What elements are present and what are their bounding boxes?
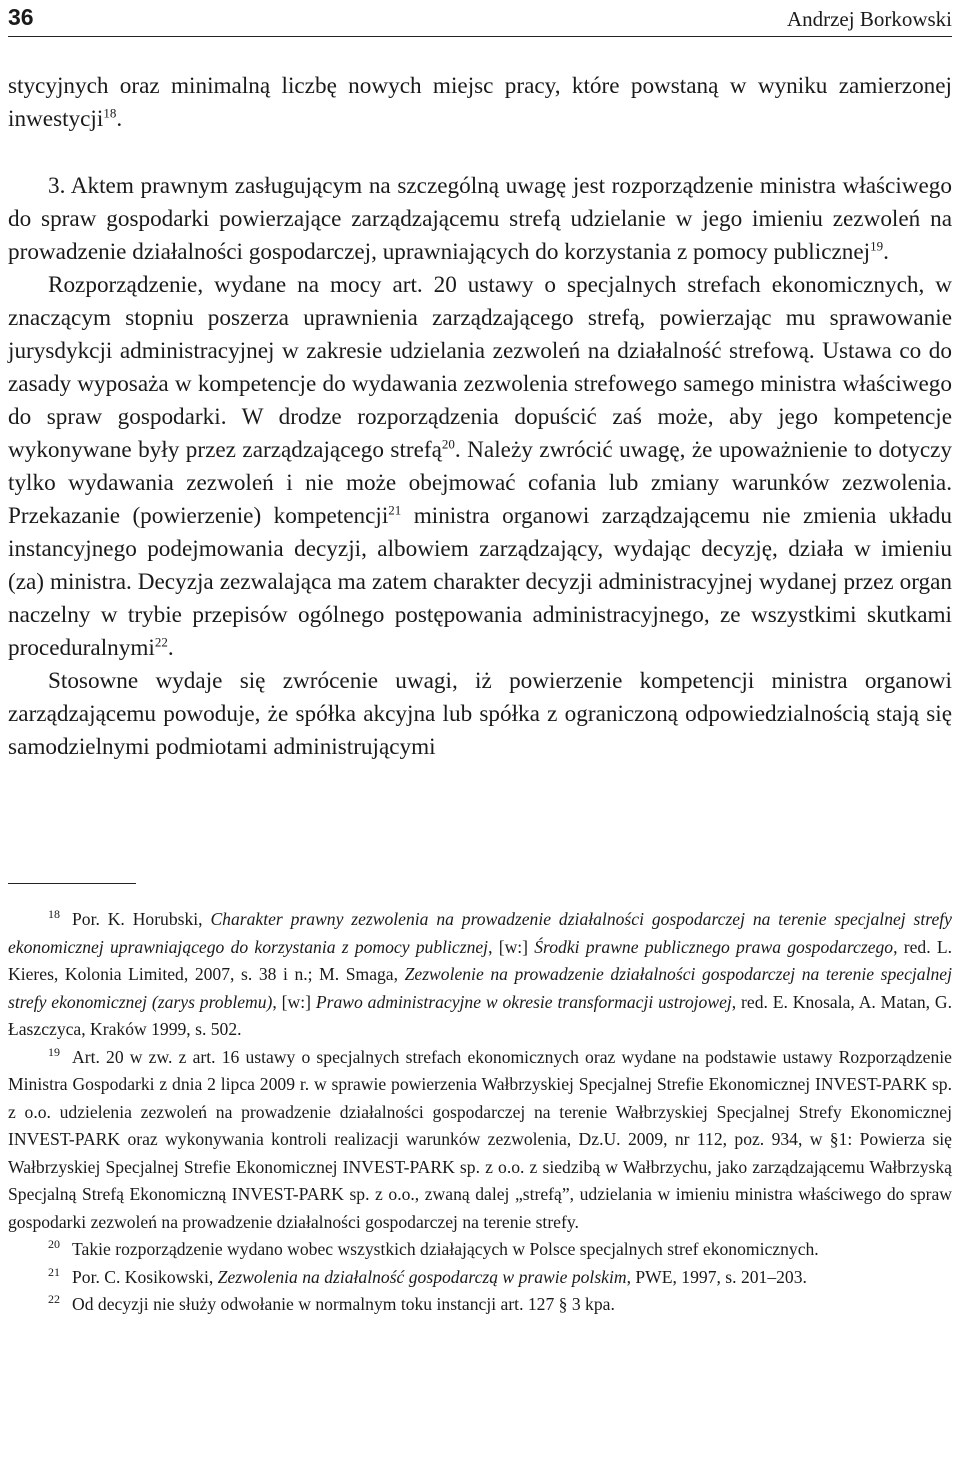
footnote-separator (8, 883, 136, 884)
paragraph-4: Stosowne wydaje się zwrócenie uwagi, iż powierzenie kompetencji ministra organowi zarządzającemu powoduje, że spółka akcyjna lub spółka z ograniczoną odpowiedzialnością stają się samodzielnymi podmiotami administrującymi (8, 668, 952, 760)
main-text (8, 70, 952, 764)
footnote-ref-19[interactable]: 19 (870, 238, 884, 254)
paragraph-1: stycyjnych oraz minimalną liczbę nowych miejsc pracy, które powstaną w wyniku zamierzonej inwestycji$^{18}$. (8, 73, 952, 132)
footnote-ref-18[interactable]: 18 (103, 105, 117, 121)
running-header (8, 2, 952, 37)
page-number: 36 (8, 4, 34, 30)
running-author: Andrzej Borkowski (786, 7, 952, 31)
footnote-number: 20 (48, 1237, 60, 1252)
footnote-18: $^{18}$ Por. K. Horubski, Charakter prawny zezwolenia na prowadzenie działalności gospodarczej na terenie specjalnej strefy ekonomicznej uprawniającego do korzystania z pomocy publicznej, [w:] Środki prawne publicznego prawa gospodarczego, red. L. Kieres, Kolonia Limited, 2007, s. 38 i n.; M. Smaga, Zezwolenie na prowadzenie działalności gospodarczej na terenie specjalnej strefy ekonomicznej (zarys problemu), [w:] Prawo administracyjne w okresie transformacji ustrojowej, red. E. Knosala, A. Matan, G. Łaszczyca, Kraków 1999, s. 502. (8, 907, 952, 1039)
footnote-ref-21[interactable]: 21 (388, 502, 402, 518)
footnote-ref-20[interactable]: 20 (441, 436, 455, 452)
footnote-ref-22[interactable]: 22 (154, 634, 168, 650)
footnotes (8, 906, 952, 1319)
footnote-number: 18 (48, 907, 60, 922)
footnote-19: $^{19}$ Art. 20 w zw. z art. 16 ustawy o specjalnych strefach ekonomicznych oraz wydane na podstawie ustawy Rozporządzenie Ministra Gospodarki z dnia 2 lipca 2009 r. w sprawie powierzenia Wałbrzyskiej Specjalnej Strefie Ekonomicznej INVEST-PARK sp. z o.o. udzielenia zezwoleń na prowadzenie działalności gospodarczej na terenie Wałbrzyskiej Specjalnej Strefy Ekonomicznej INVEST-PARK oraz wykonywania kontroli realizacji warunków zezwolenia, Dz.U. 2009, nr 112, poz. 934, w §1: Powierza się Wałbrzyskiej Specjalnej Strefie Ekonomicznej INVEST-PARK sp. z o.o. z siedzibą w Wałbrzychu, jako zarządzającemu Wałbrzyską Specjalną Strefą Ekonomiczną INVEST-PARK sp. z o.o., zwaną dalej „strefą”, udzielania w imieniu ministra właściwego do spraw gospodarki zezwoleń na prowadzenie działalności gospodarczej na terenie strefy. (8, 1044, 952, 1232)
footnote-21: $^{21}$ Por. C. Kosikowski, Zezwolenia na działalność gospodarczą w prawie polskim, PWE, 1997, s. 201–203. (48, 1264, 807, 1287)
footnote-number: 19 (48, 1044, 60, 1059)
footnote-20: $^{20}$ Takie rozporządzenie wydano wobec wszystkich działających w Polsce specjalnych stref ekonomicznych. (48, 1237, 819, 1259)
paragraph-2: 3. Aktem prawnym zasługującym na szczególną uwagę jest rozporządzenie ministra właściwego do spraw gospodarki powierzające zarządzającemu strefą udzielanie w jego imieniu zezwoleń na prowadzenie działalności gospodarczej, uprawniających do korzystania z pomocy publicznej$^{19}$. (8, 173, 952, 265)
paragraph-3: Rozporządzenie, wydane na mocy art. 20 ustawy o specjalnych strefach ekonomicznych, w znaczącym stopniu poszerza uprawnienia zarządzającego strefą, powierzając mu sprawowanie jurysdykcji administracyjnej w zakresie udzielania zezwoleń na działalność strefową. Ustawa co do zasady wyposaża w kompetencje do wydawania zezwolenia strefowego samego ministra właściwego do spraw gospodarki. W drodze rozporządzenia dopuścić zaś może, aby jego kompetencje wykonywane były przez zarządzającego strefą$^{20}$. Należy zwrócić uwagę, że upoważnienie to dotyczy tylko wydawania zezwoleń i nie może obejmować cofania lub zmiany warunków zezwolenia. Przekazanie (powierzenie) kompetencji$^{21}$ ministra organowi zarządzającemu nie zmienia układu instancyjnego podejmowania decyzji, albowiem zarządzający, wydając decyzję, działa w imieniu (za) ministra. Decyzja zezwalająca ma zatem charakter decyzji administracyjnej wydanej przez organ naczelny w trybie przepisów ogólnego postępowania administracyjnego, ze wszystkimi skutkami proceduralnymi$^{22}$. (8, 272, 952, 661)
footnote-22: $^{22}$ Od decyzji nie służy odwołanie w normalnym toku instancji art. 127 § 3 kpa. (48, 1292, 615, 1314)
footnote-number: 22 (48, 1292, 60, 1307)
footnote-number: 21 (48, 1264, 60, 1279)
